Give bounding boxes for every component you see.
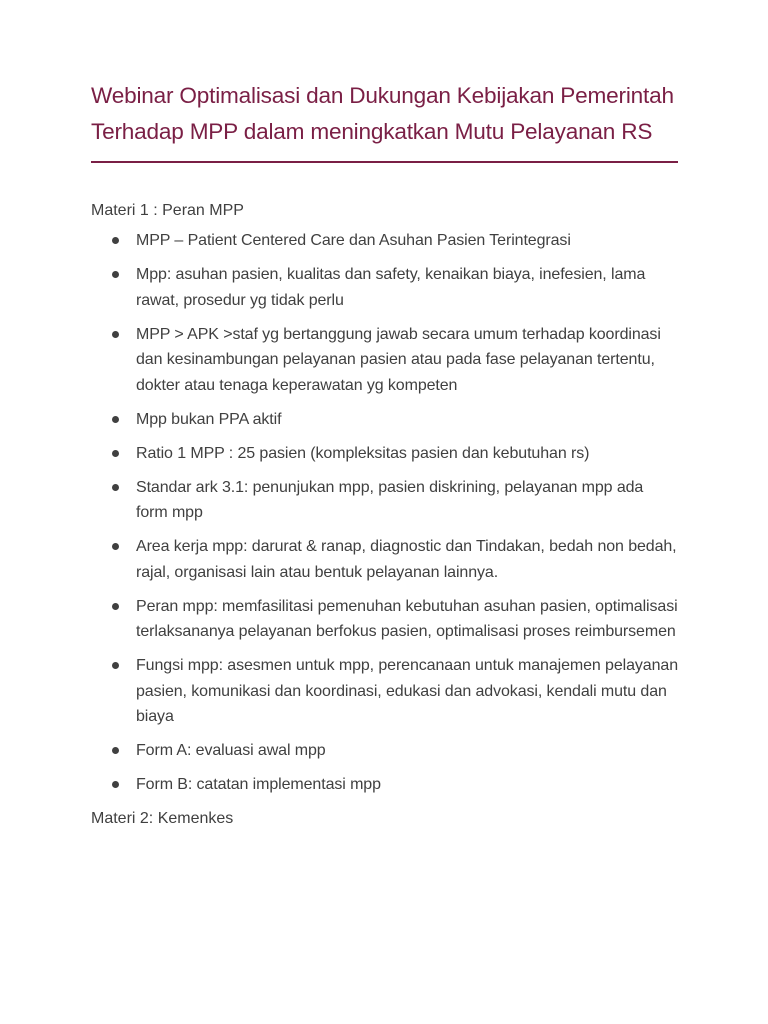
list-item [91,407,678,433]
section-heading-materi-2: Materi 2: Kemenkes [91,810,234,827]
list-item-text: Peran mpp: memfasilitasi pemenuhan kebutuhan asuhan pasien, optimalisasi terlaksananya pelayanan berfokus pasien, optimalisasi proses reimbursemen [136,597,678,640]
list-item-text: Area kerja mpp: darurat & ranap, diagnostic dan Tindakan, bedah non bedah, rajal, organisasi lain atau bentuk pelayanan lainnya. [136,538,677,581]
bullet-icon [112,416,119,423]
list-item [91,228,678,254]
list-item [91,738,678,764]
list-item-text: MPP > APK >staf yg bertanggung jawab secara umum terhadap koordinasi dan kesinambungan pelayanan pasien atau pada fase pelayanan tertentu, dokter atau tenaga keperawatan yg kompeten [136,325,661,394]
list-item-text: Ratio 1 MPP : 25 pasien (kompleksitas pasien dan kebutuhan rs) [136,444,590,462]
list-item-text: Fungsi mpp: asesmen untuk mpp, perencanaan untuk manajemen pelayanan pasien, komunikasi dan koordinasi, edukasi dan advokasi, kendali mutu dan biaya [136,657,678,725]
list-item-text: Form A: evaluasi awal mpp [136,742,326,759]
bullet-icon [112,237,119,244]
list-item [91,322,678,399]
list-item [91,262,678,313]
list-item-text: Standar ark 3.1: penunjukan mpp, pasien diskrining, pelayanan mpp ada form mpp [136,478,644,521]
bullet-icon [112,450,119,457]
bullet-icon [112,484,119,491]
bullet-list-materi-1 [91,228,678,798]
list-item [91,772,678,798]
list-item-text: Mpp bukan PPA aktif [136,410,282,428]
list-item [91,653,678,730]
list-item-text: Form B: catatan implementasi mpp [136,776,381,793]
bullet-icon [112,603,119,610]
bullet-icon [112,543,119,550]
list-item [91,475,678,526]
bullet-icon [112,747,119,754]
bullet-icon [112,331,119,338]
list-item-text: Mpp: asuhan pasien, kualitas dan safety, kenaikan biaya, inefesien, lama rawat, prosedur yg tidak perlu [136,266,646,309]
bullet-icon [112,781,119,788]
section-heading-materi-1: Materi 1 : Peran MPP [91,202,244,219]
bullet-icon [112,662,119,669]
list-item [91,441,678,467]
list-item [91,534,678,585]
list-item [91,594,678,645]
bullet-icon [112,271,119,278]
list-item-text: MPP – Patient Centered Care dan Asuhan Pasien Terintegrasi [136,232,571,249]
document-title: Webinar Optimalisasi dan Dukungan Kebijakan Pemerintah Terhadap MPP dalam meningkatkan Mutu Pelayanan RS [91,83,674,144]
title-divider [91,161,678,163]
